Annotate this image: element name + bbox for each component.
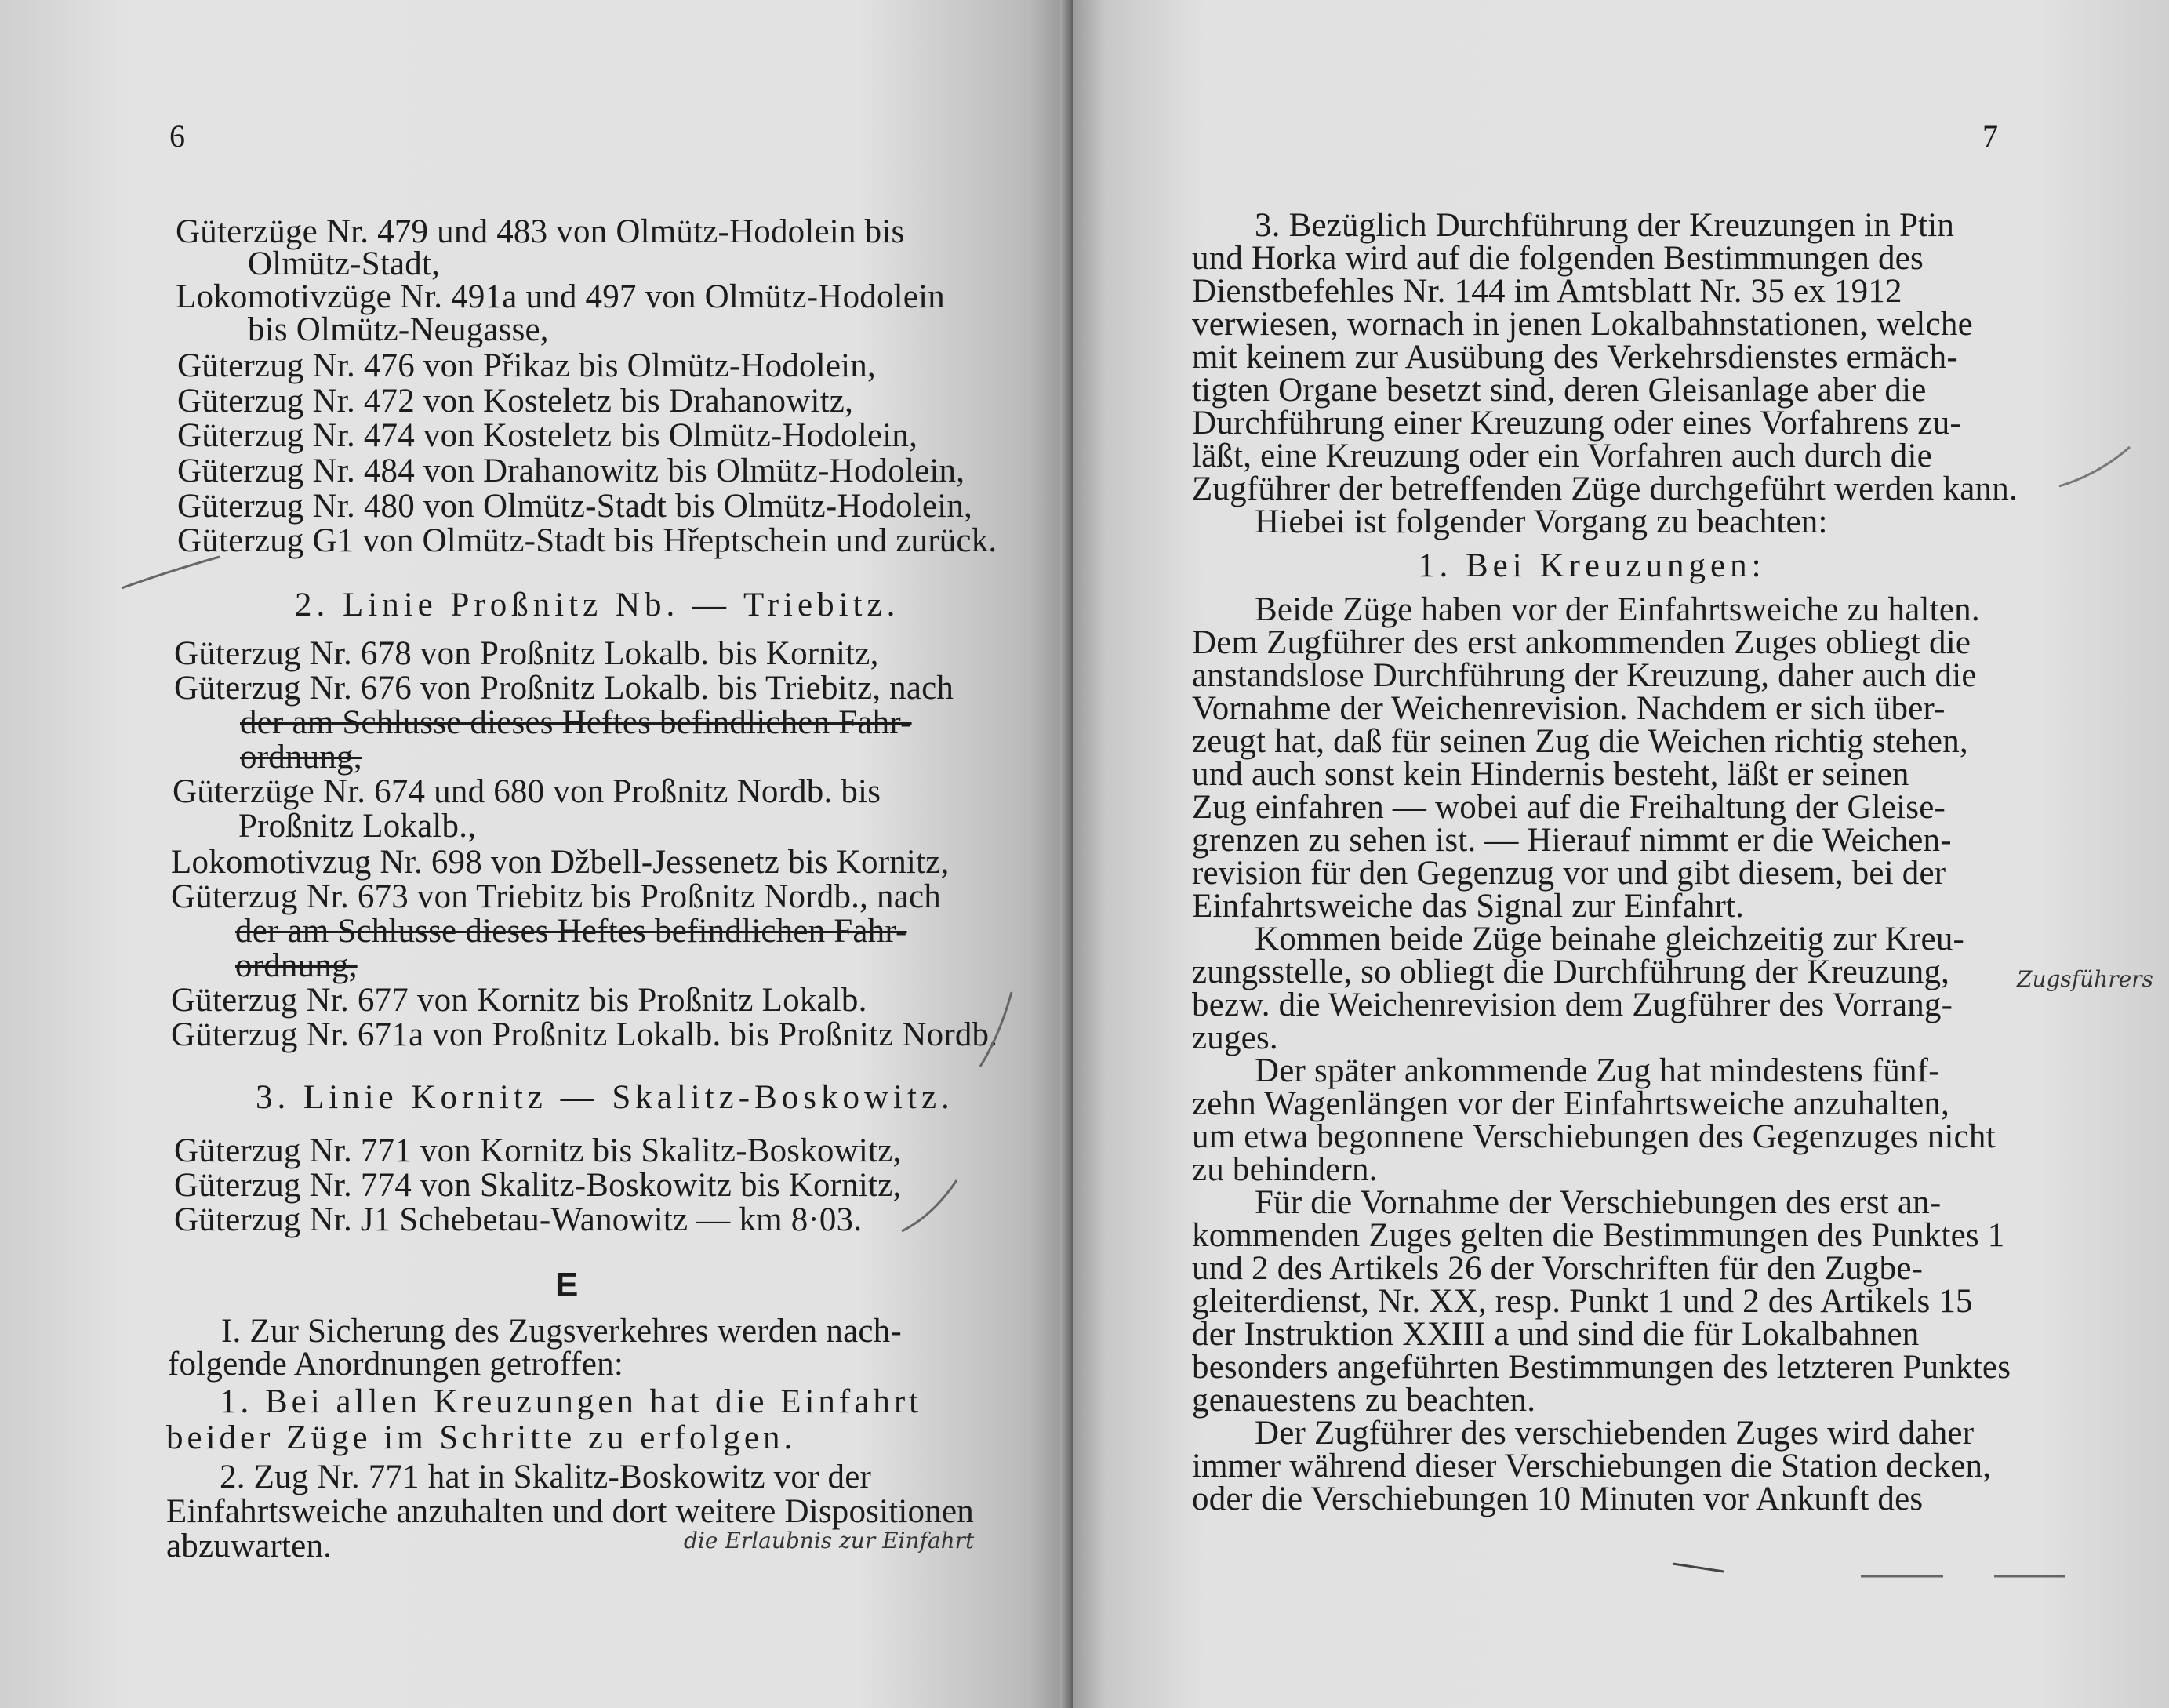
section-heading: 3. Linie Kornitz — Skalitz-Boskowitz.	[256, 1079, 954, 1116]
text-line: bis Olmütz-Neugasse,	[248, 311, 549, 348]
text-line: läßt, eine Kreuzung oder ein Vorfahren auch durch die	[1192, 438, 1932, 474]
text-line: Güterzug Nr. 474 von Kosteletz bis Olmütz-Hodolein,	[177, 417, 918, 454]
section-letter: E	[555, 1266, 579, 1304]
text-line: Güterzug Nr. 676 von Proßnitz Lokalb. bis Triebitz, nach	[174, 670, 954, 707]
text-line: Güterzug Nr. 673 von Triebitz bis Proßnitz Nordb., nach	[171, 878, 941, 915]
text-line: folgende Anordnungen getroffen:	[168, 1346, 623, 1383]
left-page	[0, 0, 1073, 1708]
margin-mark	[894, 1176, 965, 1239]
text-line: zuges.	[1192, 1019, 1278, 1056]
text-line: Der später ankommende Zug hat mindestens fünf-	[1255, 1052, 1940, 1089]
text-line: Dem Zugführer des erst ankommenden Zuges obliegt die	[1192, 624, 1971, 661]
text-line: besonders angeführten Bestimmungen des letzteren Punktes	[1192, 1349, 2011, 1386]
text-line: revision für den Gegenzug vor und gibt diesem, bei der	[1192, 855, 1946, 892]
handwritten-note: Zugsführers	[2017, 966, 2153, 992]
text-line: und 2 des Artikels 26 der Vorschriften für den Zugbe-	[1192, 1250, 1924, 1287]
text-line: bezw. die Weichenrevision dem Zugführer des Vorrang-	[1192, 987, 1953, 1023]
text-line: beider Züge im Schritte zu erfolgen.	[166, 1419, 797, 1456]
text-line: Zugführer der betreffenden Züge durchgeführt werden kann.	[1192, 471, 2018, 507]
text-line: Güterzug Nr. 480 von Olmütz-Stadt bis Olmütz-Hodolein,	[177, 488, 972, 525]
section-heading: 2. Linie Proßnitz Nb. — Triebitz.	[295, 587, 900, 623]
struck-text-line: der am Schlusse dieses Heftes befindlichen Fahr-	[240, 704, 912, 741]
struck-text-line: ordnung,	[235, 947, 358, 984]
margin-mark	[2051, 439, 2138, 494]
text-line: Güterzug Nr. 678 von Proßnitz Lokalb. bis Kornitz,	[174, 635, 879, 672]
text-line: Lokomotivzüge Nr. 491a und 497 von Olmütz-Hodolein	[176, 278, 945, 315]
margin-mark	[1669, 1556, 1731, 1579]
text-line: genauestens zu beachten.	[1192, 1382, 1536, 1419]
page-number-left: 6	[169, 118, 185, 154]
struck-text-line: der am Schlusse dieses Heftes befindlichen Fahr-	[235, 913, 907, 950]
text-line: 1. Bei allen Kreuzungen hat die Einfahrt	[220, 1383, 923, 1420]
text-line: gleiterdienst, Nr. XX, resp. Punkt 1 und 2 des Artikels 15	[1192, 1283, 1973, 1320]
text-line: Güterzug Nr. 677 von Kornitz bis Proßnitz Lokalb.	[171, 982, 867, 1019]
text-line: Für die Vornahme der Verschiebungen des erst an-	[1255, 1184, 1942, 1221]
text-line: zehn Wagenlängen vor der Einfahrtsweiche anzuhalten,	[1192, 1085, 1950, 1122]
text-line: Proßnitz Lokalb.,	[238, 808, 477, 845]
text-line: Hiebei ist folgender Vorgang zu beachten:	[1255, 503, 1828, 540]
text-line: verwiesen, wornach in jenen Lokalbahnstationen, welche	[1192, 306, 1973, 343]
text-line: um etwa begonnene Verschiebungen des Gegenzuges nicht	[1192, 1118, 1996, 1155]
text-line: 3. Bezüglich Durchführung der Kreuzungen in Ptin	[1255, 207, 1955, 244]
text-line: und Horka wird auf die folgenden Bestimmungen des	[1192, 240, 1924, 277]
text-line: tigten Organe besetzt sind, deren Gleisanlage aber die	[1192, 372, 1927, 409]
text-line: zu behindern.	[1192, 1151, 1378, 1188]
text-line: Güterzug Nr. 774 von Skalitz-Boskowitz bis Kornitz,	[174, 1167, 902, 1204]
text-line: abzuwarten.	[166, 1528, 332, 1564]
margin-mark	[972, 988, 1019, 1074]
text-line: Beide Züge haben vor der Einfahrtsweiche zu halten.	[1255, 591, 1980, 628]
text-line: zungsstelle, so obliegt die Durchführung der Kreuzung,	[1192, 954, 1950, 990]
text-line: anstandslose Durchführung der Kreuzung, daher auch die	[1192, 657, 1977, 694]
text-line: Güterzug Nr. 484 von Drahanowitz bis Olmütz-Hodolein,	[177, 452, 965, 489]
handwritten-note: die Erlaubnis zur Einfahrt	[684, 1528, 975, 1554]
text-line: Vornahme der Weichenrevision. Nachdem er sich über-	[1192, 690, 1946, 727]
text-line: Güterzüge Nr. 674 und 680 von Proßnitz Nordb. bis	[173, 773, 881, 810]
text-line: Olmütz-Stadt,	[248, 245, 441, 282]
text-line: Lokomotivzug Nr. 698 von Džbell-Jessenetz bis Kornitz,	[171, 844, 950, 881]
text-line: zeugt hat, daß für seinen Zug die Weichen richtig stehen,	[1192, 723, 1968, 760]
text-line: 2. Zug Nr. 771 hat in Skalitz-Boskowitz vor der	[220, 1459, 872, 1495]
text-line: Güterzug Nr. 771 von Kornitz bis Skalitz-Boskowitz,	[174, 1132, 902, 1169]
text-line: und auch sonst kein Hindernis besteht, läßt er seinen	[1192, 756, 1909, 793]
struck-text-line: ordnung,	[240, 739, 362, 776]
text-line: Kommen beide Züge beinahe gleichzeitig zur Kreu-	[1255, 921, 1965, 958]
page-number-right: 7	[1982, 118, 1998, 154]
text-line: der Instruktion XXIII a und sind die für Lokalbahnen	[1192, 1316, 1920, 1353]
text-line: Einfahrtsweiche das Signal zur Einfahrt.	[1192, 888, 1745, 925]
text-line: Güterzug Nr. 476 von Přikaz bis Olmütz-Hodolein,	[177, 347, 876, 384]
text-line: I. Zur Sicherung des Zugsverkehres werden nach-	[221, 1313, 902, 1350]
text-line: Güterzüge Nr. 479 und 483 von Olmütz-Hodolein bis	[176, 213, 905, 250]
margin-mark	[1990, 1568, 2069, 1584]
text-line: Güterzug Nr. J1 Schebetau-Wanowitz — km 8·03.	[174, 1201, 863, 1238]
text-line: Zug einfahren — wobei auf die Freihaltung der Gleise-	[1192, 789, 1946, 826]
text-line: oder die Verschiebungen 10 Minuten vor Ankunft des	[1192, 1481, 1924, 1517]
section-heading: 1. Bei Kreuzungen:	[1418, 547, 1766, 584]
text-line: Durchführung einer Kreuzung oder eines Vorfahrens zu-	[1192, 405, 1961, 442]
text-line: Dienstbefehles Nr. 144 im Amtsblatt Nr. 35 ex 1912	[1192, 273, 1902, 310]
text-line: Güterzug Nr. 671a von Proßnitz Lokalb. bis Proßnitz Nordb.	[171, 1016, 998, 1053]
margin-mark	[1857, 1568, 1951, 1584]
text-line: mit keinem zur Ausübung des Verkehrsdienstes ermäch-	[1192, 339, 1958, 376]
text-line: grenzen zu sehen ist. — Hierauf nimmt er die Weichen-	[1192, 822, 1952, 859]
margin-mark	[118, 549, 227, 596]
text-line: Der Zugführer des verschiebenden Zuges wird daher	[1255, 1415, 1975, 1452]
text-line: kommenden Zuges gelten die Bestimmungen des Punktes 1	[1192, 1217, 2005, 1254]
text-line: immer während dieser Verschiebungen die Station decken,	[1192, 1448, 1992, 1485]
right-page	[1073, 0, 2169, 1708]
text-line: Einfahrtsweiche anzuhalten und dort weitere Dispositionen	[166, 1493, 974, 1530]
text-line: Güterzug G1 von Olmütz-Stadt bis Hřeptschein und zurück.	[177, 522, 997, 559]
text-line: Güterzug Nr. 472 von Kosteletz bis Drahanowitz,	[177, 383, 854, 420]
